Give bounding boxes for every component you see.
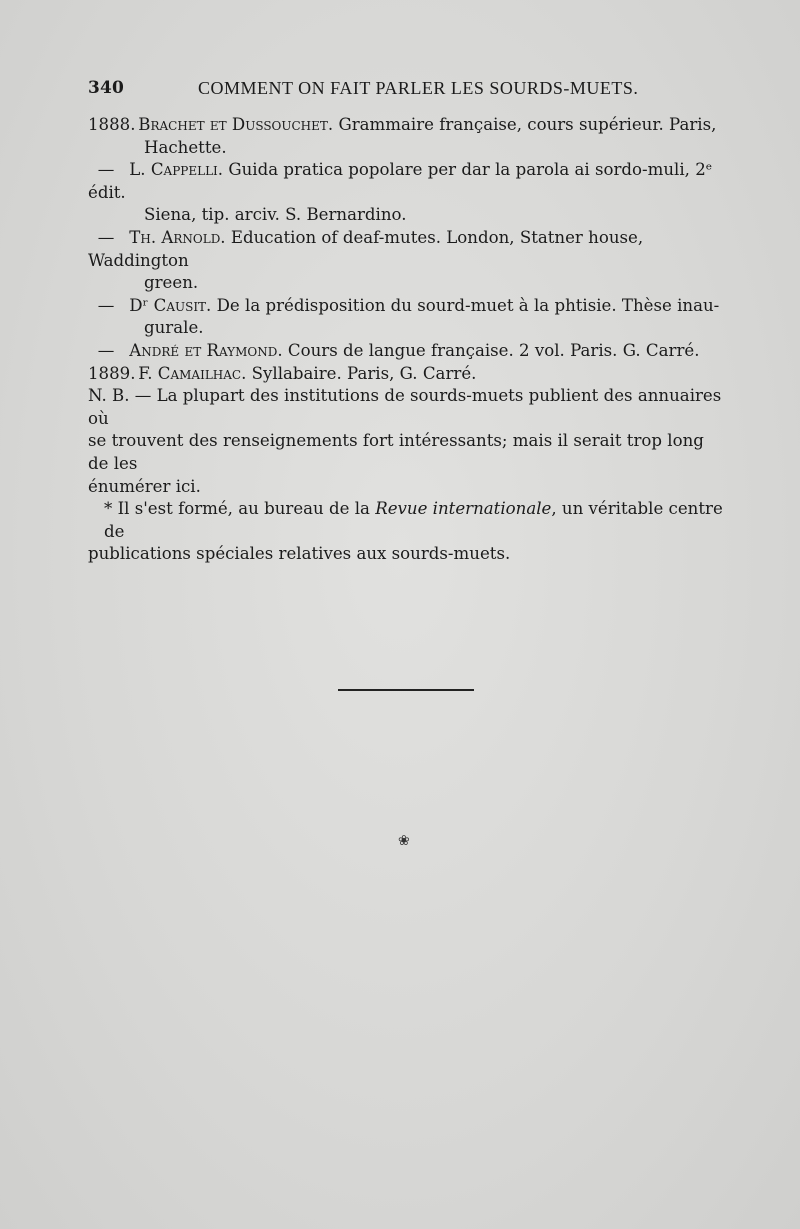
footnote-text: * Il s'est formé, au bureau de la: [104, 499, 376, 519]
entry-dash: —: [97, 227, 115, 247]
footnote-journal-title: Revue internationale: [375, 499, 552, 519]
entry-year: 1888.: [88, 115, 136, 134]
entry-text: Syllabaire. Paris, G. Carré.: [251, 363, 477, 383]
section-divider-rule: [338, 689, 474, 691]
entry-text: Cours de langue française. 2 vol. Paris. G. Carré.: [287, 340, 700, 360]
nb-line: énumérer ici.: [88, 476, 201, 496]
nota-bene-note: [88, 385, 724, 498]
entry-text: Siena, tip. arciv. S. Bernardino.: [144, 205, 407, 225]
footnote-text: publications spéciales relatives aux sourds-muets.: [88, 544, 511, 564]
entry-year: 1889.: [88, 363, 136, 383]
entry-text: green.: [144, 273, 199, 293]
entry-text: Education of deaf-mutes. London, Statner house, Waddington: [88, 227, 644, 270]
bibliography-entry: [88, 227, 724, 295]
page-header: [88, 74, 720, 106]
entry-author: Dʳ Causit.: [129, 295, 212, 315]
footnote-text: , un véritable centre de: [104, 499, 723, 541]
bibliography-entry: [88, 114, 724, 159]
nb-line: se trouvent des renseignements fort intéressants; mais il serait trop long de les: [88, 431, 704, 473]
page-number: 340: [88, 78, 125, 98]
entry-author: Th. Arnold.: [129, 227, 226, 247]
fleuron-ornament-icon: ❀: [398, 833, 410, 849]
entry-author: L. Cappelli.: [129, 160, 224, 180]
bibliography-entry: [88, 159, 724, 227]
bibliography-body: [88, 114, 724, 566]
entry-text: Grammaire française, cours supérieur. Paris,: [338, 115, 717, 134]
entry-dash: —: [97, 295, 115, 315]
entry-author: André et Raymond.: [129, 340, 283, 360]
bibliography-entry: [88, 340, 724, 363]
entry-dash: —: [97, 340, 115, 360]
entry-author: Brachet et Dussouchet.: [138, 115, 334, 134]
entry-text: gurale.: [144, 318, 204, 338]
bibliography-entry: [88, 295, 724, 340]
entry-text: Guida pratica popolare per dar la parola ai sordo-muli, 2ᵉ édit.: [88, 160, 713, 202]
nb-line: N. B. — La plupart des institutions de sourds-muets publient des annuaires où: [88, 386, 722, 428]
entry-author: F. Camailhac.: [138, 363, 247, 383]
entry-text: Hachette.: [144, 137, 227, 157]
footnote-star: [88, 498, 724, 566]
bibliography-entry: [88, 363, 724, 386]
entry-text: De la prédisposition du sourd-muet à la phtisie. Thèse inau-: [216, 295, 720, 315]
running-title: COMMENT ON FAIT PARLER LES SOURDS-MUETS.: [198, 78, 639, 98]
entry-dash: —: [97, 160, 115, 180]
